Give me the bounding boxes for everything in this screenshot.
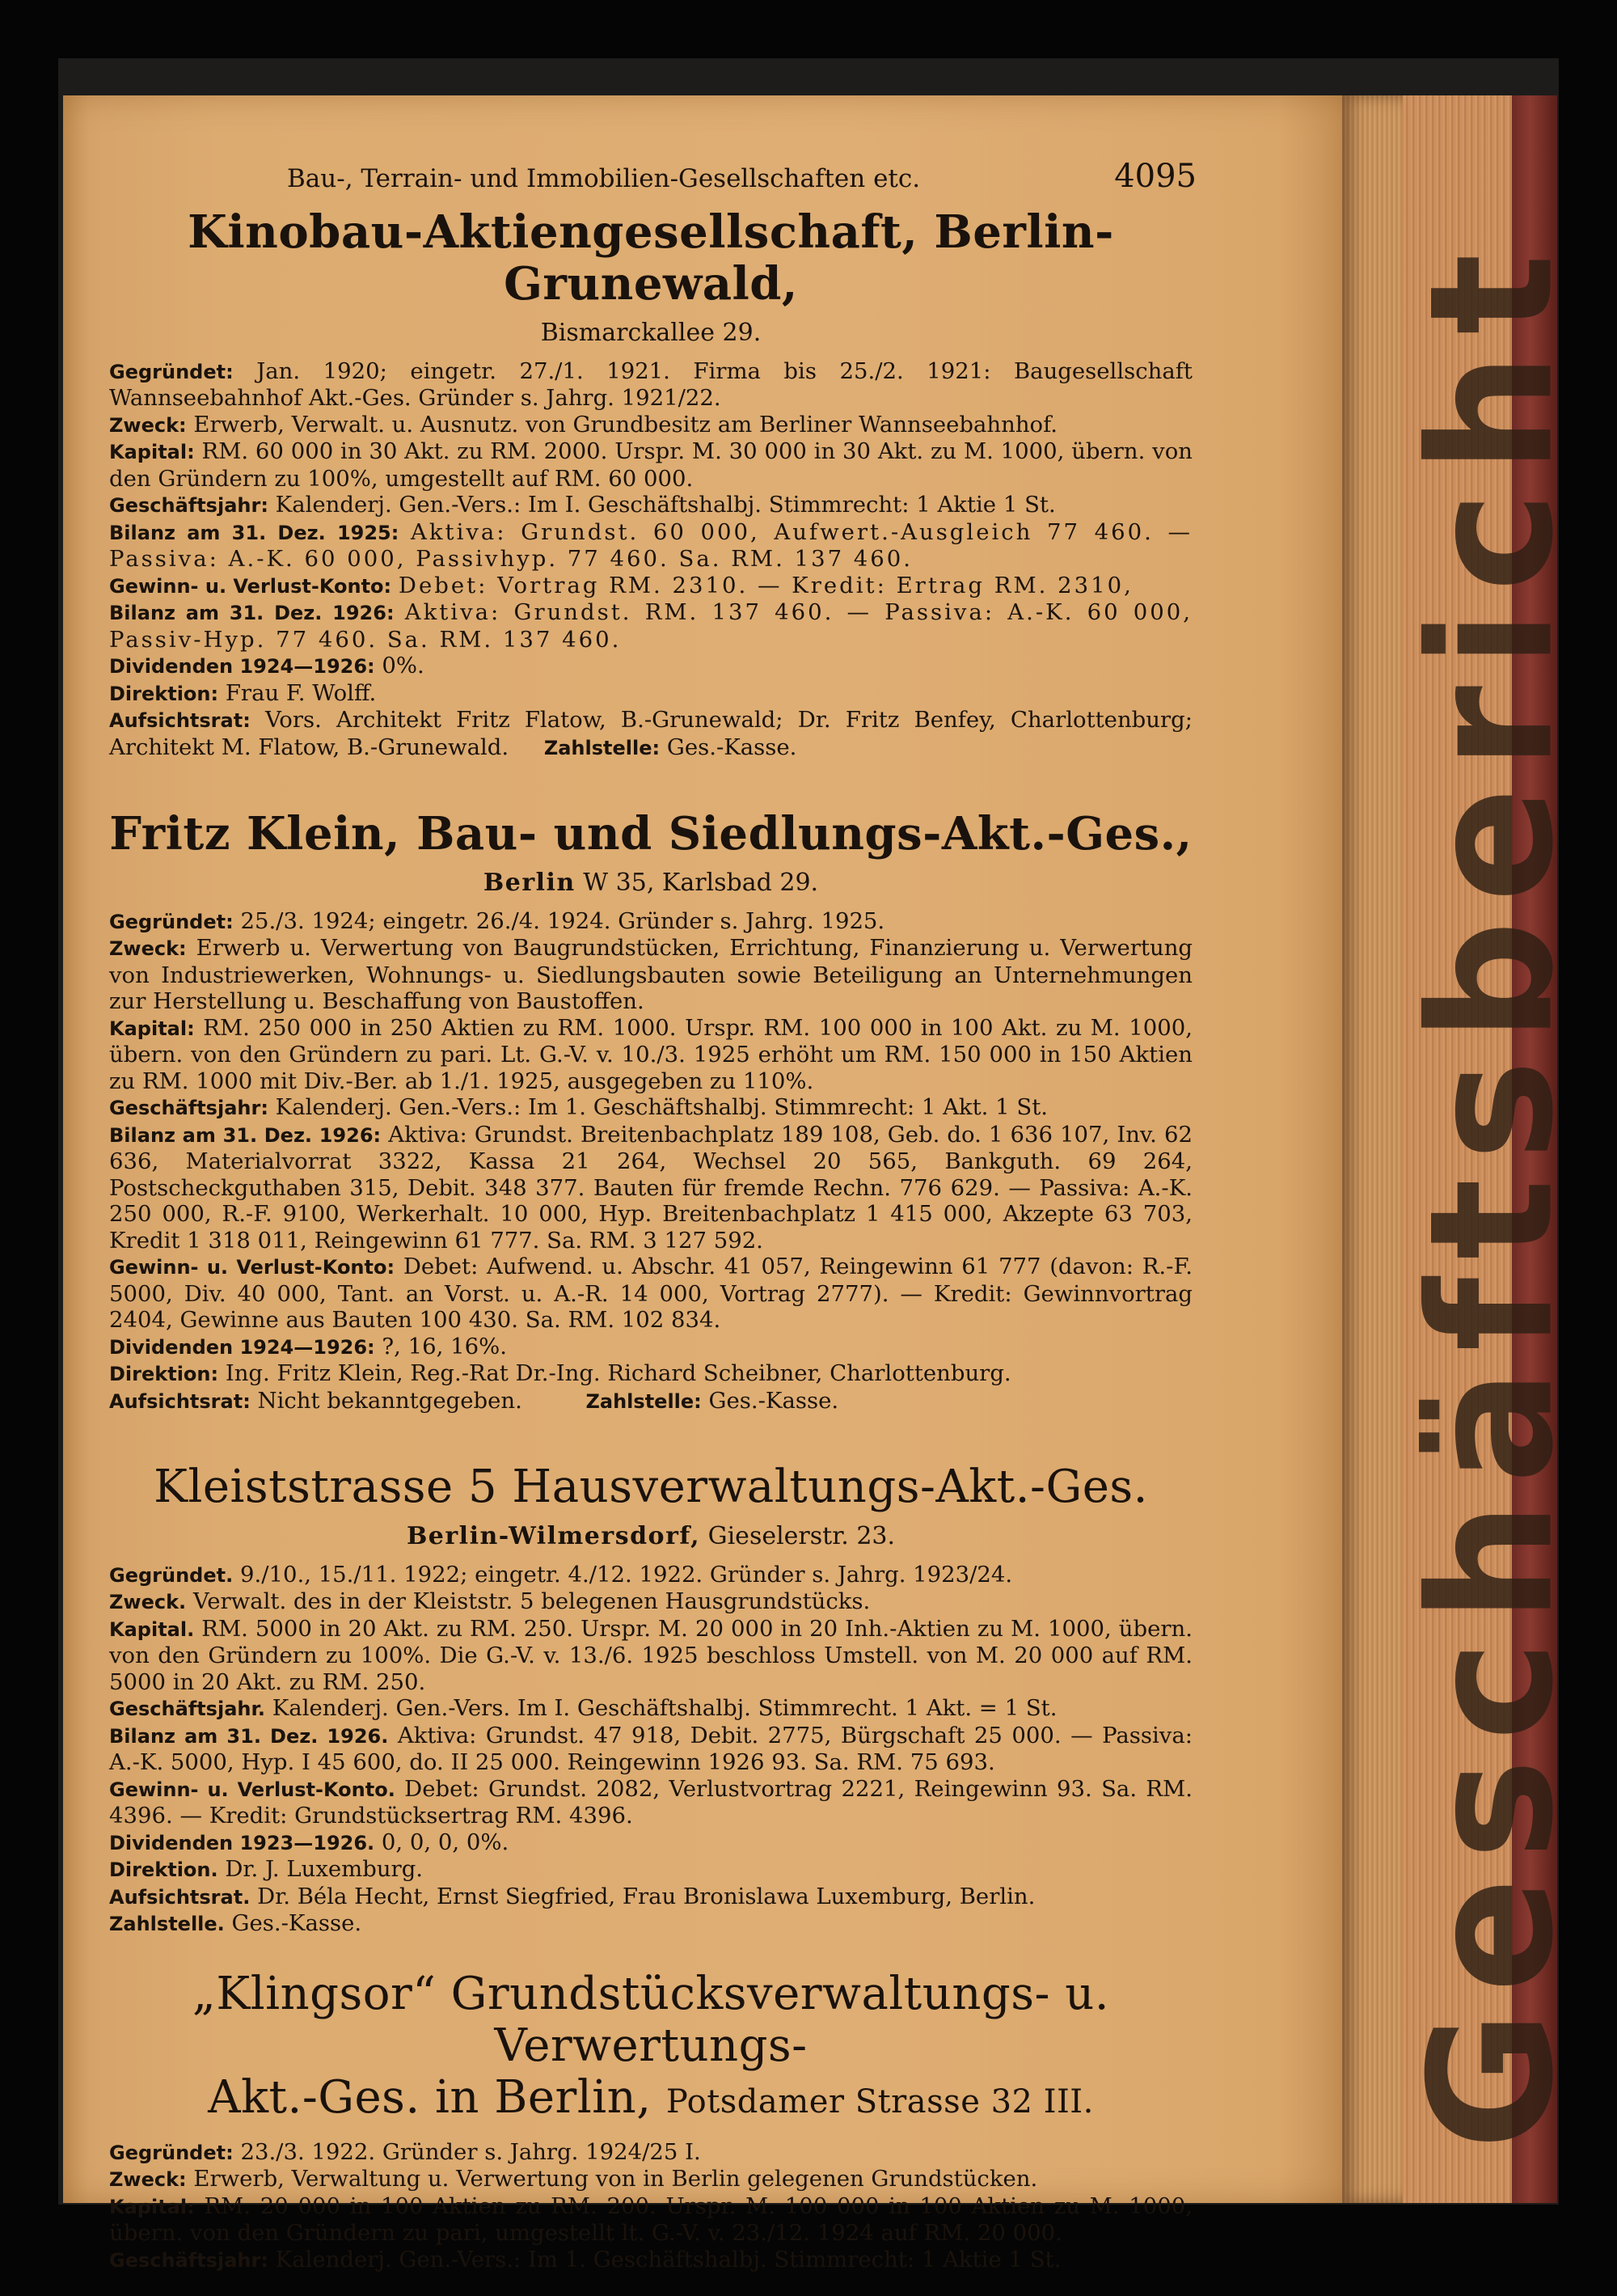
company-entry-kinobau (109, 206, 1193, 761)
entry-line: Geschäftsjahr. Kalenderj. Gen.-Vers. Im I. Geschäftshalbj. Stimmrecht. 1 Akt. = 1 St. (109, 1695, 1058, 1722)
entry-line: Gegründet: Jan. 1920; eingetr. 27./1. 1921. Firma bis 25./2. 1921: Baugesellschaft Wannseebahnhof Akt.-Ges. Gründer s. Jahrg. 1921/22. (109, 357, 1193, 412)
entry-line: Gewinn- u. Verlust-Konto. Debet: Grundst. 2082, Verlustvortrag 2221, Reingewinn 93. Sa. RM. 4396. — Kredit: Grundstücksertrag RM. 4396. (109, 1775, 1193, 1829)
entry-line: Dividenden 1924—1926: 0%. (109, 653, 424, 679)
entry-line: Gewinn- u. Verlust-Konto: Debet: Aufwend. u. Abschr. 41 057, Reingewinn 61 777 (davon: R.-F. 5000, Div. 40 000, Tant. an Vorst. u. A.-R. 14 000, Vortrag 2777). — Kredit: Gewinnvortrag 2404, Gewinne aus Bauten 100 430. Sa. RM. 102 834. (109, 1254, 1193, 1334)
edge-stamp-text: Geschäftsbericht (1392, 235, 1591, 2150)
entry-line: Direktion: Frau F. Wolff. (109, 679, 377, 706)
entry-line: Zweck. Verwalt. des in der Kleiststr. 5 belegenen Hausgrundstücks. (109, 1588, 871, 1615)
entry-line: Zweck: Erwerb, Verwaltung u. Verwertung von in Berlin gelegenen Grundstücken. (109, 2166, 1038, 2192)
entry-line: Direktion. Dr. J. Luxemburg. (109, 1856, 424, 1883)
entry-line: Bilanz am 31. Dez. 1926. Aktiva: Grundst. 47 918, Debit. 2775, Bürgschaft 25 000. — Passiva: A.-K. 5000, Hyp. I 45 600, do. II 25 000. Reingewinn 1926 93. Sa. RM. 75 693. (109, 1722, 1193, 1776)
entry-line: Kapital: RM. 60 000 in 30 Akt. zu RM. 2000. Urspr. M. 30 000 in 30 Akt. zu M. 1000, übern. von den Gründern zu 100%, umgestellt auf RM. 60 000. (109, 438, 1193, 492)
entry-line: Geschäftsjahr: Kalenderj. Gen.-Vers.: Im I. Geschäftshalbj. Stimmrecht: 1 Aktie 1 St. (109, 492, 1056, 518)
company-entry-kleiststrasse (109, 1461, 1193, 1937)
edge-stamp (1392, 235, 1591, 2150)
entry-line: Kapital: RM. 20 000 in 100 Aktien zu RM. 200. Urspr. M. 100 000 in 100 Aktien zu M. 1000, übern. von den Gründern zu pari, umgestellt lt. G.-V. v. 23./12. 1924 auf RM. 20 000. (109, 2192, 1193, 2247)
entry-line: Zweck: Erwerb, Verwalt. u. Ausnutz. von Grundbesitz am Berliner Wannseebahnhof. (109, 411, 1058, 438)
company-name-line2: Akt.-Ges. in Berlin, Potsdamer Strasse 32 III. (208, 2071, 1094, 2125)
running-head-title: Bau-, Terrain- und Immobilien-Gesellschaften etc. (287, 164, 921, 193)
company-address: Berlin W 35, Karlsbad 29. (483, 868, 819, 897)
page-number: 4095 (1114, 158, 1197, 195)
entry-line: Bilanz am 31. Dez. 1926: Aktiva: Grundst. Breitenbachplatz 189 108, Geb. do. 1 636 107, Inv. 62 636, Materialvorrat 3322, Kassa 21 264, Wechsel 20 565, Bankguth. 69 264, Postscheckguthaben 315, Debit. 348 377. Bauten für fremde Rechn. 776 629. — Passiva: A.-K. 250 000, R.-F. 9100, Werkerhalt. 10 000, Hyp. Breitenbachplatz 1 415 000, Akzepte 63 703, Kredit 1 318 011, Reingewinn 61 777. Sa. RM. 3 127 592. (109, 1121, 1193, 1254)
entry-line: Gegründet. 9./10., 15./11. 1922; eingetr. 4./12. 1922. Gründer s. Jahrg. 1923/24. (109, 1561, 1013, 1588)
company-name: Fritz Klein, Bau- und Siedlungs-Akt.-Ges., (109, 807, 1193, 861)
entry-line: Kapital: RM. 250 000 in 250 Aktien zu RM. 1000. Urspr. RM. 100 000 in 100 Akt. zu M. 1000, übern. von den Gründern zu pari. Lt. G.-V. v. 10./3. 1925 erhöht um RM. 150 000 in 150 Aktien zu RM. 1000 mit Div.-Ber. ab 1./1. 1925, ausgegeben zu 110%. (109, 1014, 1193, 1094)
entry-line: Kapital. RM. 5000 in 20 Akt. zu RM. 250. Urspr. M. 20 000 in 20 Inh.-Aktien zu M. 1000, übern. von den Gründern zu 100%. Die G.-V. v. 13./6. 1925 beschloss Umstell. von M. 20 000 auf RM. 5000 in 20 Akt. zu RM. 250. (109, 1615, 1193, 1695)
entry-line: Aufsichtsrat: Vors. Architekt Fritz Flatow, B.-Grunewald; Dr. Fritz Benfey, Charlottenburg; Architekt M. Flatow, B.-Grunewald. Zahlstelle: Ges.-Kasse. (109, 707, 1193, 760)
entry-line: Geschäftsjahr: Kalenderj. Gen.-Vers.: Im 1. Geschäftshalbj. Stimmrecht: 1 Aktie 1 St. (109, 2246, 1062, 2273)
entry-line: Bilanz am 31. Dez. 1925: Aktiva: Grundst. 60 000, Aufwert.-Ausgleich 77 460. — Passiva: A.-K. 60 000, Passivhyp. 77 460. Sa. RM. 137 460. (109, 518, 1193, 573)
entry-line: Bilanz am 31. Dez. 1926: Aktiva: Grundst. RM. 137 460. — Passiva: A.-K. 60 000, Passiv-Hyp. 77 460. Sa. RM. 137 460. (109, 599, 1193, 653)
entry-line: Gegründet: 23./3. 1922. Gründer s. Jahrg. 1924/25 I. (109, 2138, 701, 2165)
entry-line: Zweck: Erwerb u. Verwertung von Baugrundstücken, Errichtung, Finanzierung u. Verwertung von Industriewerken, Wohnungs- u. Siedlungsbauten sowie Beteiligung an Unternehmungen zur Herstellung u. Beschaffung von Baustoffen. (109, 935, 1193, 1015)
company-address: Bismarckallee 29. (540, 318, 762, 347)
entry-line: Direktion: Ing. Fritz Klein, Reg.-Rat Dr.-Ing. Richard Scheibner, Charlottenburg. (109, 1360, 1011, 1387)
entry-line: Aufsichtsrat. Dr. Béla Hecht, Ernst Siegfried, Frau Bronislawa Luxemburg, Berlin. (109, 1883, 1036, 1909)
company-entry-fritz-klein (109, 808, 1193, 1414)
entry-line: Dividenden 1924—1926: ?, 16, 16%. (109, 1333, 507, 1359)
company-name: Kleiststrasse 5 Hausverwaltungs-Akt.-Ges. (154, 1461, 1148, 1514)
entry-line: Aufsichtsrat: Nicht bekanntgegeben. Zahlstelle: Ges.-Kasse. (109, 1387, 839, 1414)
company-name-line1: „Klingsor“ Grundstücksverwaltungs- u. Verwertungs- (192, 1967, 1110, 2072)
entry-line: Geschäftsjahr: Kalenderj. Gen.-Vers.: Im 1. Geschäftshalbj. Stimmrecht: 1 Akt. 1 St. (109, 1094, 1049, 1121)
page-content (109, 158, 1197, 2296)
running-head (109, 158, 1197, 206)
company-address: Berlin-Wilmersdorf, Gieselerstr. 23. (406, 1521, 896, 1550)
entry-line: Zahlstelle. Ges.-Kasse. (109, 1910, 362, 1937)
company-name: Kinobau-Aktiengesellschaft, Berlin-Grunewald, (188, 205, 1114, 311)
entry-line: Gewinn- u. Verlust-Konto: Debet: Vortrag RM. 2310. — Kredit: Ertrag RM. 2310, (109, 572, 1134, 598)
company-entry-klingsor (109, 1968, 1193, 2274)
entry-line: Gegründet: 25./3. 1924; eingetr. 26./4. 1924. Gründer s. Jahrg. 1925. (109, 907, 885, 934)
entry-line: Dividenden 1923—1926. 0, 0, 0, 0%. (109, 1829, 509, 1855)
